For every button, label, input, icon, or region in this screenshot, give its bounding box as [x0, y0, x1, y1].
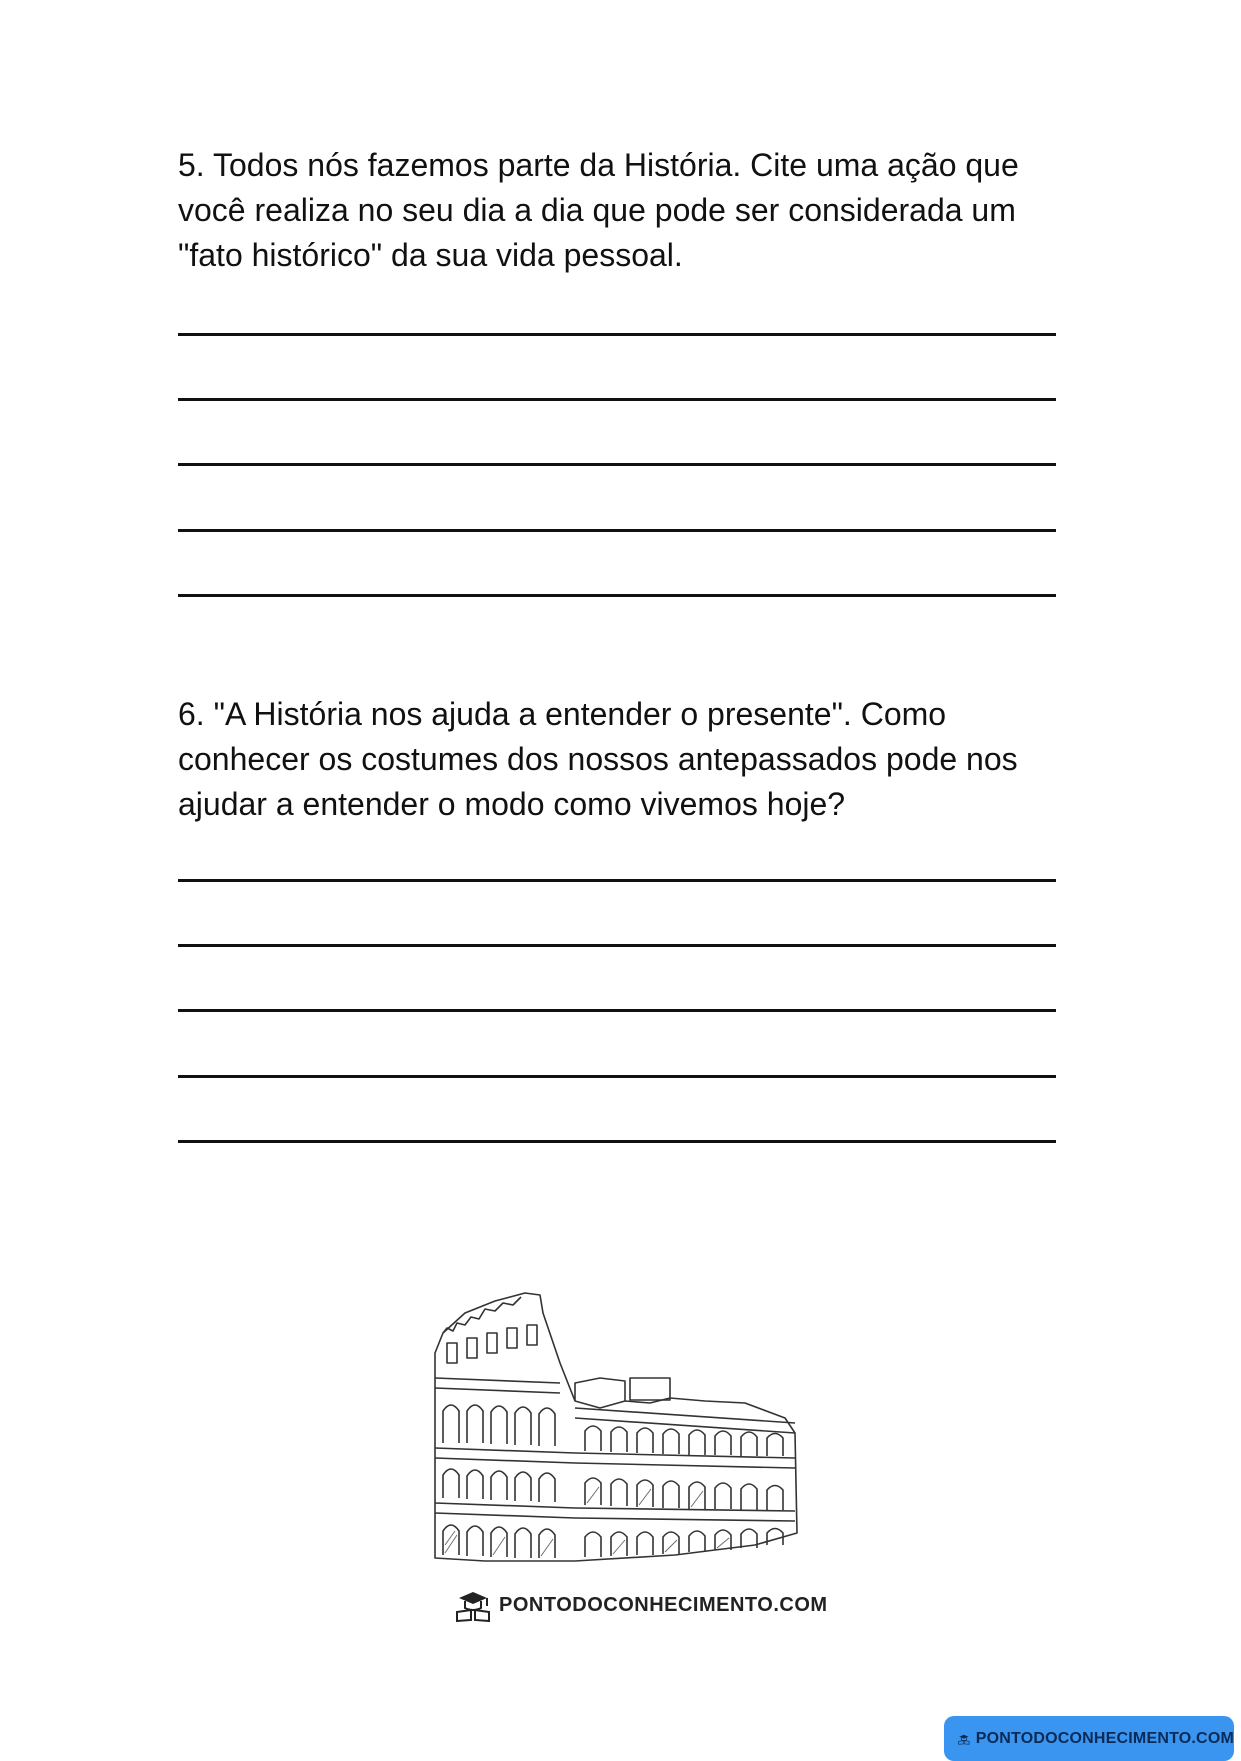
answer-line-q6-2[interactable] [178, 944, 1056, 947]
site-badge[interactable] [944, 1716, 1234, 1761]
question-5 [178, 143, 1078, 278]
answer-line-q5-4[interactable] [178, 529, 1056, 532]
colosseum-illustration [425, 1283, 845, 1568]
question-6 [178, 692, 1078, 827]
answer-line-q5-1[interactable] [178, 333, 1056, 336]
badge-text: PONTODOCONHECIMENTO.COM [975, 1729, 1234, 1747]
question-6-line-2: conhecer os costumes dos nossos antepassados pode nos [178, 741, 1018, 777]
question-6-line-1: 6. "A História nos ajuda a entender o presente". Como [178, 696, 947, 732]
site-logo [455, 1588, 828, 1622]
question-6-line-3: ajudar a entender o modo como vivemos hoje? [178, 786, 846, 822]
graduate-books-icon [958, 1726, 970, 1752]
question-5-line-3: "fato histórico" da sua vida pessoal. [178, 237, 683, 273]
answer-line-q5-3[interactable] [178, 463, 1056, 466]
question-5-line-2: você realiza no seu dia a dia que pode ser considerada um [178, 192, 1016, 228]
logo-text: PONTODOCONHECIMENTO.COM [499, 1593, 828, 1616]
question-5-line-1: 5. Todos nós fazemos parte da História. Cite uma ação que [178, 147, 1019, 183]
answer-line-q5-2[interactable] [178, 398, 1056, 401]
answer-line-q6-4[interactable] [178, 1075, 1056, 1078]
answer-line-q5-5[interactable] [178, 594, 1056, 597]
answer-line-q6-1[interactable] [178, 879, 1056, 882]
answer-line-q6-5[interactable] [178, 1140, 1056, 1143]
graduate-books-icon [455, 1588, 491, 1622]
answer-line-q6-3[interactable] [178, 1009, 1056, 1012]
